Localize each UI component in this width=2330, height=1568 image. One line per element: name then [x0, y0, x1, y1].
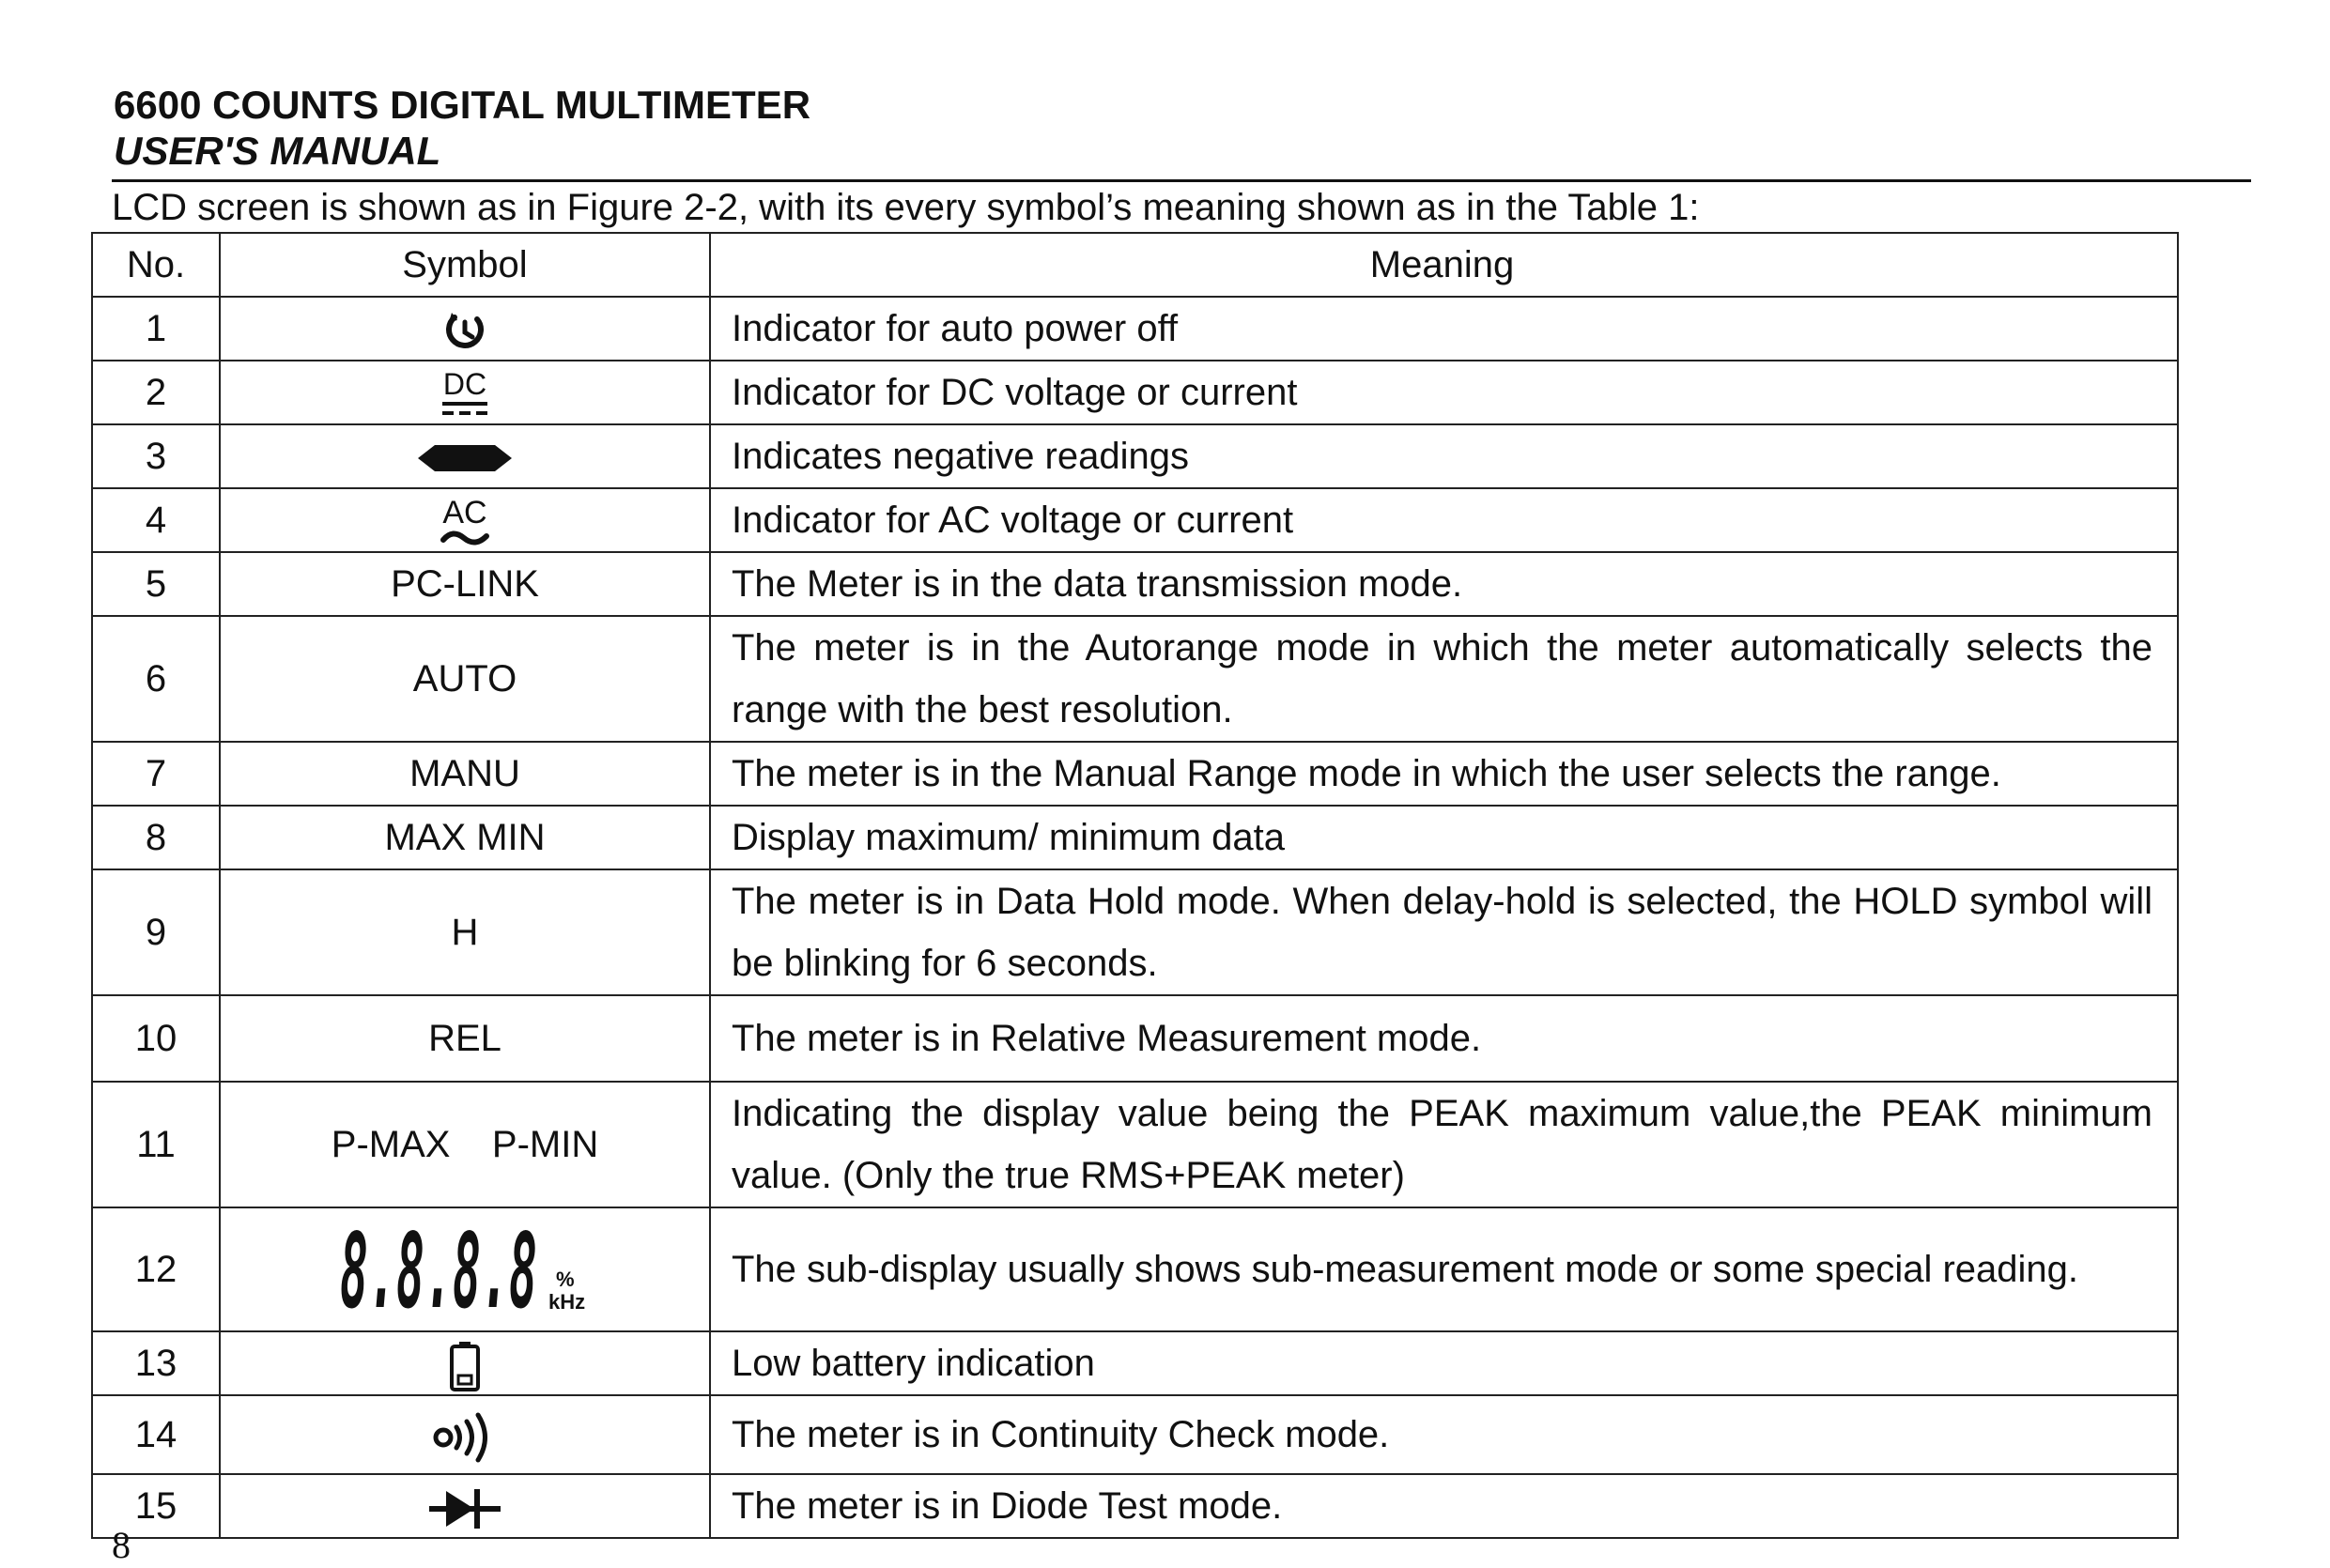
symbol-cell	[220, 1207, 710, 1331]
row-number: 2	[92, 361, 220, 424]
manual-subtitle: USER'S MANUAL	[114, 129, 441, 173]
row-number: 5	[92, 552, 220, 616]
manual-title: 6600 COUNTS DIGITAL MULTIMETER	[114, 83, 811, 127]
table-row	[92, 742, 2178, 806]
row-number: 7	[92, 742, 220, 806]
row-number: 6	[92, 616, 220, 742]
table-row	[92, 552, 2178, 616]
symbol-label: MAX MIN	[220, 806, 710, 869]
row-number: 9	[92, 869, 220, 995]
meaning-cell: The meter is in Diode Test mode.	[710, 1474, 2178, 1538]
meaning-cell: Low battery indication	[710, 1331, 2178, 1395]
symbol-cell	[220, 297, 710, 361]
table-row	[92, 869, 2178, 995]
header-symbol: Symbol	[220, 233, 710, 297]
ac-icon-label: AC	[442, 495, 487, 531]
meaning-cell: The meter is in Continuity Check mode.	[710, 1395, 2178, 1474]
table-row	[92, 995, 2178, 1082]
row-number: 8	[92, 806, 220, 869]
row-number: 13	[92, 1331, 220, 1395]
sub-display-percent: %	[556, 1268, 575, 1292]
row-number: 11	[92, 1082, 220, 1207]
meaning-cell: The Meter is in the data transmission mode.	[710, 552, 2178, 616]
row-number: 4	[92, 488, 220, 552]
table-row	[92, 806, 2178, 869]
meaning-cell: The meter is in the Manual Range mode in which the user selects the range.	[710, 742, 2178, 806]
symbol-label: MANU	[220, 742, 710, 806]
row-number: 10	[92, 995, 220, 1082]
ac-icon	[438, 493, 492, 551]
symbol-table	[91, 232, 2179, 1539]
table-row	[92, 361, 2178, 424]
table-row	[92, 1082, 2178, 1207]
table-header-row	[92, 233, 2178, 297]
dc-icon	[439, 366, 491, 423]
diode-icon	[427, 1485, 502, 1532]
symbol-cell	[220, 1331, 710, 1395]
meaning-cell: Indicator for DC voltage or current	[710, 361, 2178, 424]
table-row	[92, 1331, 2178, 1395]
symbol-cell	[220, 488, 710, 552]
symbol-label: P-MAX P-MIN	[220, 1082, 710, 1207]
meaning-cell: The meter is in Relative Measurement mode.	[710, 995, 2178, 1082]
sub-display-icon	[338, 1221, 592, 1318]
row-number: 12	[92, 1207, 220, 1331]
negative-sign-icon	[416, 441, 514, 475]
sub-display-khz: kHz	[548, 1290, 586, 1314]
page-number: 8	[112, 1524, 131, 1566]
row-number: 1	[92, 297, 220, 361]
table-row	[92, 488, 2178, 552]
auto-power-off-icon	[443, 309, 486, 352]
dc-icon-label: DC	[442, 367, 487, 402]
row-number: 15	[92, 1474, 220, 1538]
row-number: 14	[92, 1395, 220, 1474]
table-row	[92, 1207, 2178, 1331]
meaning-cell: Indicator for auto power off	[710, 297, 2178, 361]
continuity-icon	[432, 1411, 498, 1464]
header-divider	[112, 179, 2251, 182]
table-row	[92, 616, 2178, 742]
symbol-label: H	[220, 869, 710, 995]
symbol-label: PC-LINK	[220, 552, 710, 616]
symbol-cell	[220, 361, 710, 424]
intro-text: LCD screen is shown as in Figure 2-2, with its every symbol’s meaning shown as in the Table 1:	[112, 187, 1700, 228]
meaning-cell: Display maximum/ minimum data	[710, 806, 2178, 869]
table-row	[92, 424, 2178, 488]
table-row	[92, 1395, 2178, 1474]
symbol-label: REL	[220, 995, 710, 1082]
meaning-cell: Indicator for AC voltage or current	[710, 488, 2178, 552]
low-battery-icon	[449, 1340, 481, 1392]
header-meaning: Meaning	[710, 233, 2178, 297]
meaning-cell: The meter is in Data Hold mode. When delay-hold is selected, the HOLD symbol will be blinking for 6 seconds.	[710, 869, 2178, 995]
table-row	[92, 297, 2178, 361]
meaning-cell: Indicates negative readings	[710, 424, 2178, 488]
symbol-label: AUTO	[220, 616, 710, 742]
symbol-cell	[220, 1395, 710, 1474]
meaning-cell: The sub-display usually shows sub-measurement mode or some special reading.	[710, 1207, 2178, 1331]
header-no: No.	[92, 233, 220, 297]
row-number: 3	[92, 424, 220, 488]
meaning-cell: The meter is in the Autorange mode in which the meter automatically selects the range with the best resolution.	[710, 616, 2178, 742]
meaning-cell: Indicating the display value being the PEAK maximum value,the PEAK minimum value. (Only the true RMS+PEAK meter)	[710, 1082, 2178, 1207]
sub-display-digits: 8.8.8.8	[340, 1221, 537, 1319]
table-row	[92, 1474, 2178, 1538]
symbol-cell	[220, 424, 710, 488]
symbol-cell	[220, 1474, 710, 1538]
